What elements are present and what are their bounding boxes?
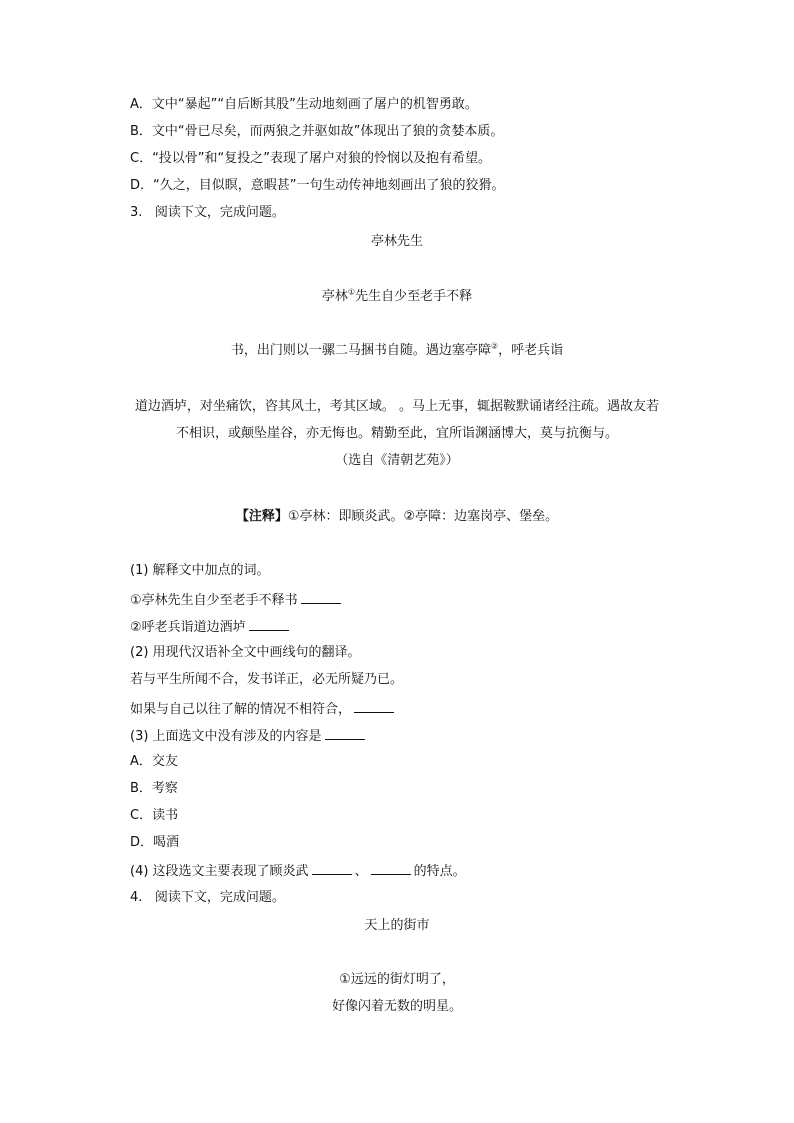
passage-line-4: 不相识，或颠坠崖谷，亦无悔也。精勤至此，宜所诣渊涵博大，莫与抗衡与。	[175, 426, 618, 441]
annotation	[0, 507, 794, 527]
subquestion-3-option-c: C．读书	[130, 808, 179, 823]
subquestion-2-sentence: 若与平生所闻不合，发书详正，必无所疑乃已。	[130, 672, 404, 687]
answer-blank[interactable]	[325, 725, 365, 740]
subquestion-2-translation: 如果与自己以往了解的情况不相符合，	[130, 698, 397, 720]
option-c: C．“投以骨”和“复投之”表现了屠户对狼的怜悯以及抱有希望。	[130, 151, 492, 166]
subquestion-3-option-a: A．交友	[130, 754, 178, 769]
subquestion-1b: ②呼老兵诣道边酒垆	[130, 616, 292, 638]
subquestion-1-title: (1) 解释文中加点的词。	[130, 563, 270, 578]
poem-line-1: ①远远的街灯明了，	[339, 972, 455, 987]
question-number: 3.	[130, 205, 143, 220]
question-3-heading	[130, 203, 285, 223]
subquestion-1a: ①亭林先生自少至老手不释书	[130, 589, 344, 611]
subquestion-4: (4) 这段选文主要表现了顾炎武 、 的特点。	[130, 860, 466, 882]
answer-blank[interactable]	[249, 616, 289, 631]
subquestion-2-title: (2) 用现代汉语补全文中画线句的翻译。	[130, 645, 361, 660]
question-4-heading	[130, 888, 285, 908]
subquestion-3-option-b: B．考察	[130, 781, 178, 796]
footnote-marker: ①	[347, 287, 356, 297]
question-number: 4.	[130, 890, 143, 905]
answer-blank[interactable]	[354, 698, 394, 713]
passage-line-1: 亭林①先生自少至老手不释	[321, 287, 473, 304]
passage-title: 亭林先生	[370, 234, 423, 249]
answer-blank[interactable]	[312, 860, 352, 875]
annotation-label: 【注释】	[235, 509, 288, 524]
annotation-text: ①亭林：即顾炎武。②亭障：边塞岗亭、堡垒。	[287, 509, 559, 524]
poem-title: 天上的街市	[364, 918, 430, 933]
answer-blank[interactable]	[301, 589, 341, 604]
question-instruction: 阅读下文，完成问题。	[154, 890, 285, 905]
subquestion-3-title: (3) 上面选文中没有涉及的内容是	[130, 725, 368, 747]
passage-line-2: 书，出门则以一骡二马捆书自随。遇边塞亭障②，呼老兵诣	[230, 341, 564, 358]
question-instruction: 阅读下文，完成问题。	[154, 205, 285, 220]
footnote-marker: ②	[490, 341, 499, 351]
poem-line-2: 好像闪着无数的明星。	[331, 999, 462, 1014]
passage-source: （选自《清朝艺苑》）	[335, 453, 459, 468]
subquestion-3-option-d: D．喝酒	[130, 835, 180, 850]
answer-blank[interactable]	[371, 860, 411, 875]
option-a: A．文中“暴起”“自后断其股”生动地刻画了屠户的机智勇敢。	[130, 97, 478, 112]
passage-line-3: 道边酒垆，对坐痛饮，咨其风土，考其区域。 。马上无事，辄据鞍默诵诸经注疏。遇故友若	[134, 399, 660, 414]
option-d: D．“久之，目似瞑，意暇甚”一句生动传神地刻画出了狼的狡猾。	[130, 178, 505, 193]
option-b: B．文中“骨已尽矣，而两狼之并驱如故”体现出了狼的贪婪本质。	[130, 124, 504, 139]
